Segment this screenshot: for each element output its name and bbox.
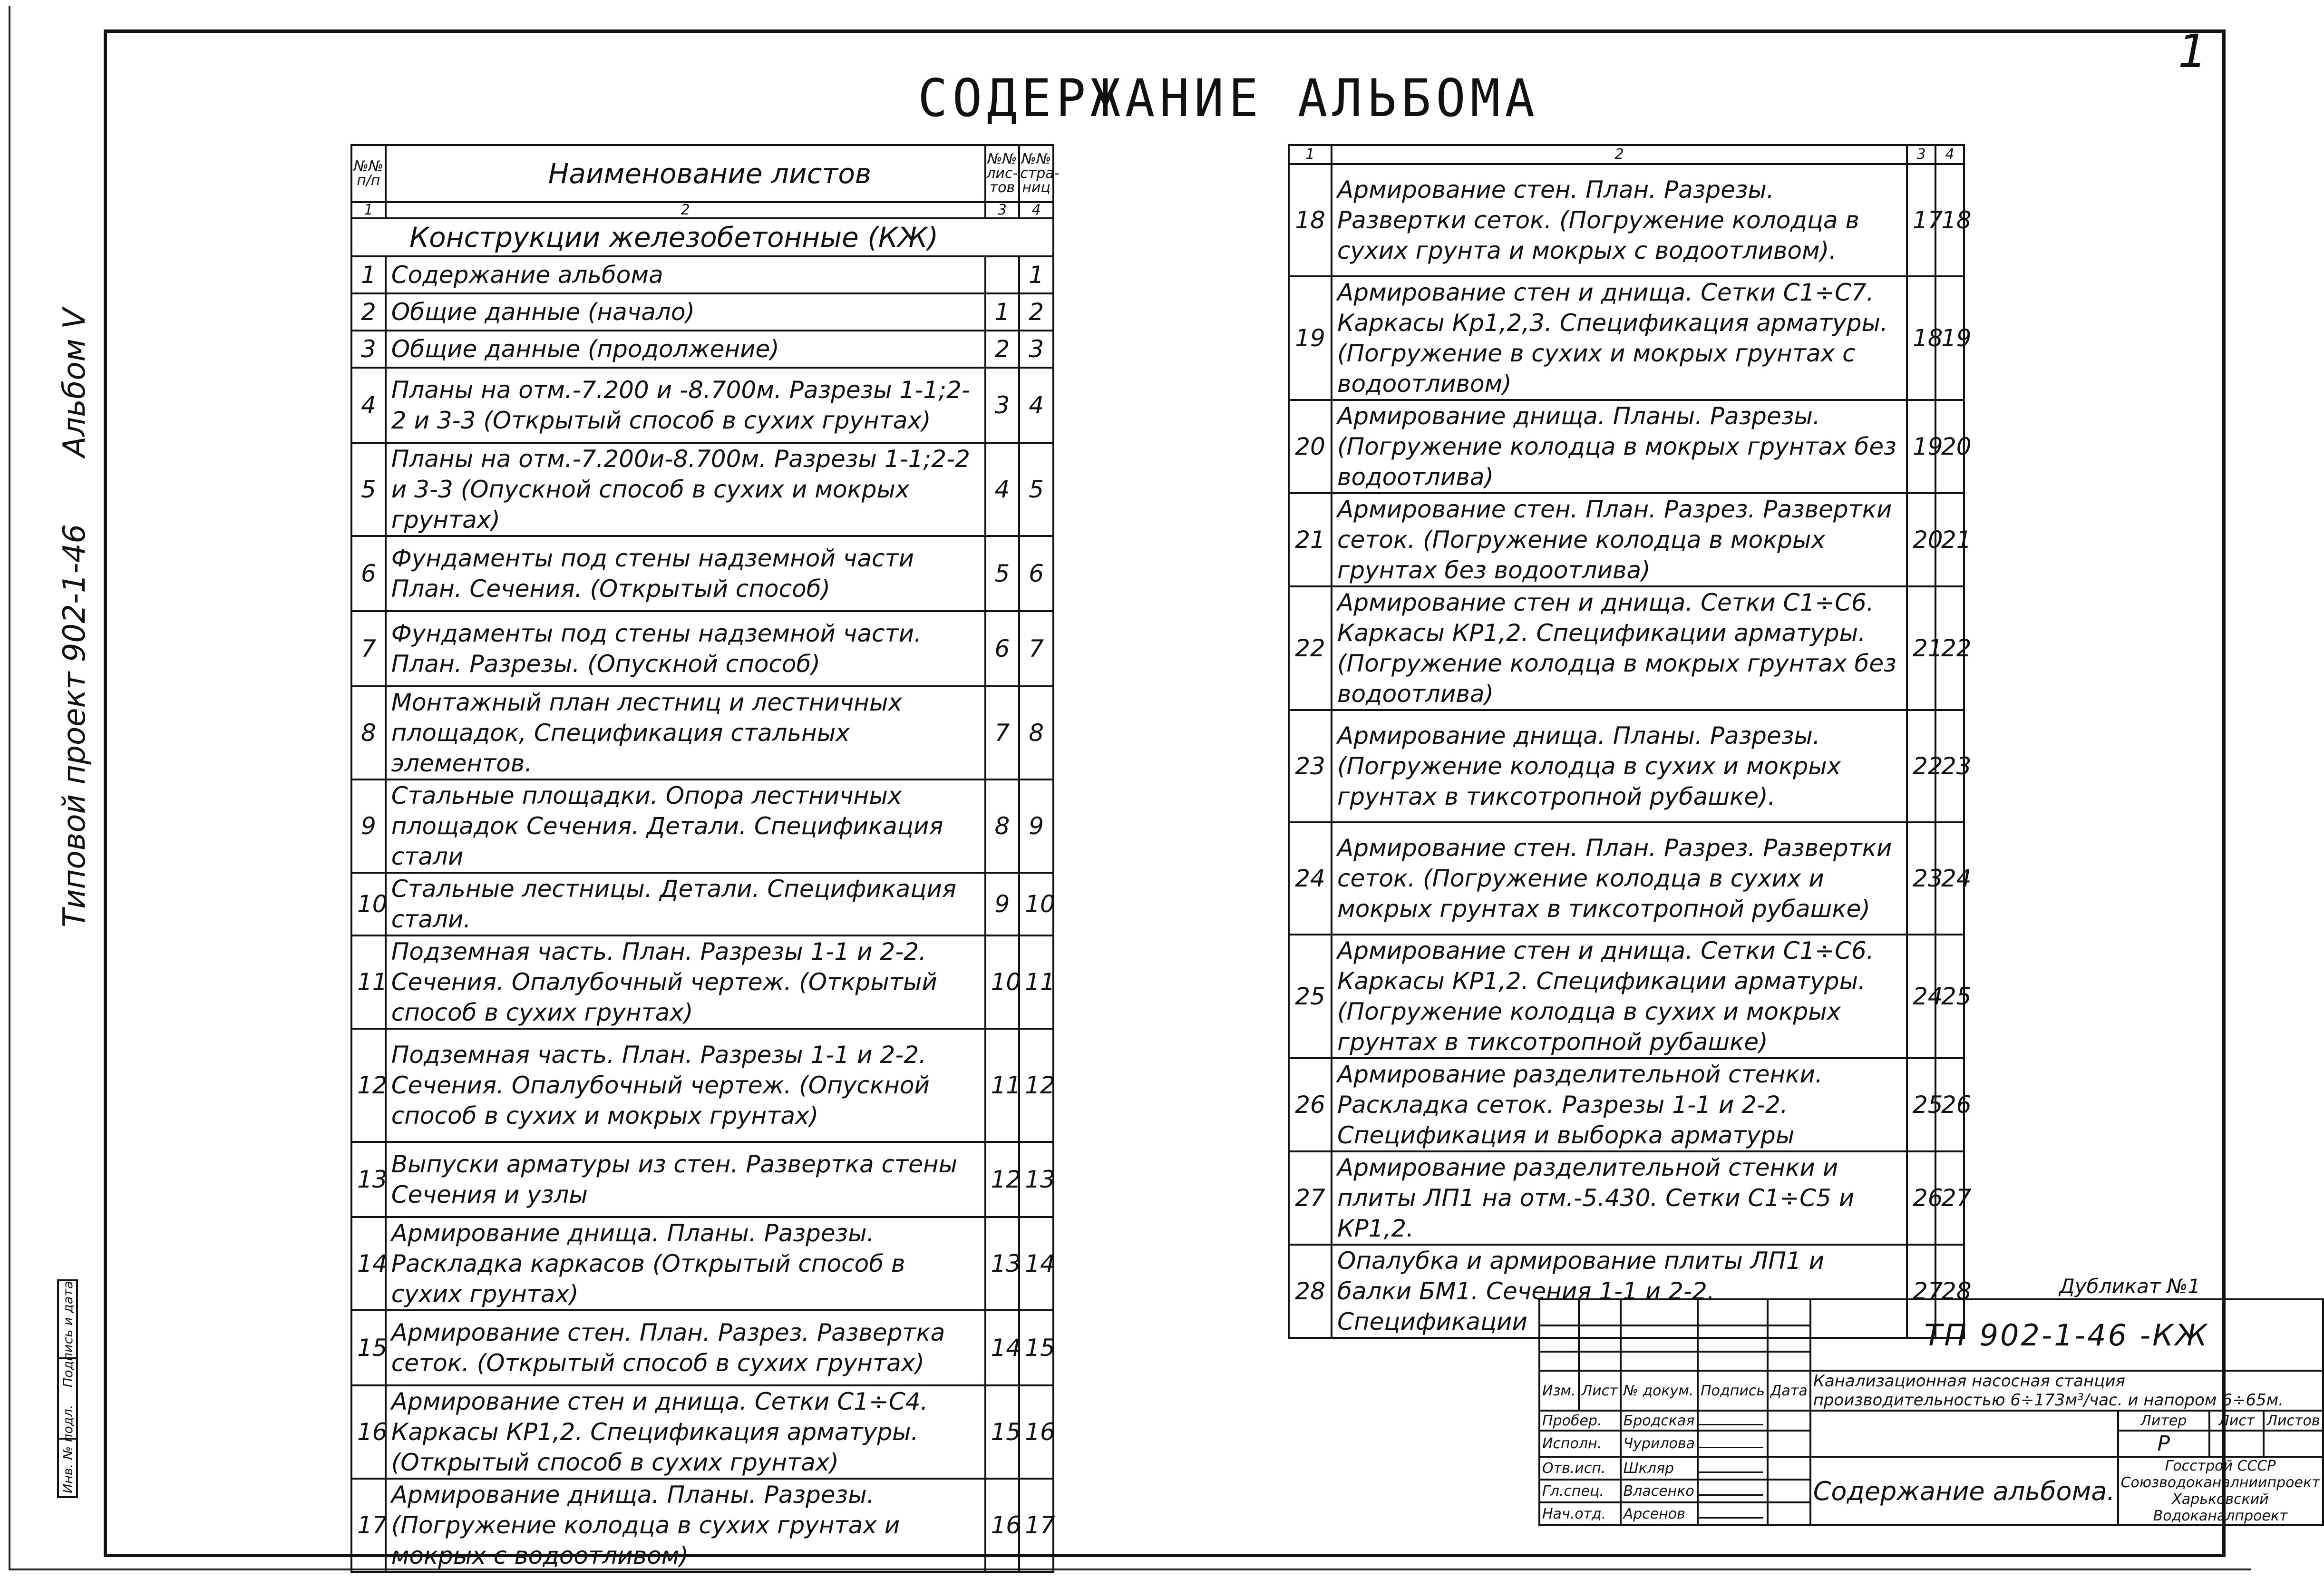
table-row xyxy=(351,1385,1053,1479)
role-label: Отв.исп. xyxy=(1539,1457,1621,1480)
row-page-number: 8 xyxy=(1019,686,1053,779)
row-sheet-number: 11 xyxy=(985,1029,1020,1142)
col-index: 3 xyxy=(985,202,1020,218)
row-title: Армирование стен и днища. Сетки С1÷С7. Каркасы Кр1,2,3. Спецификация арматуры. (Погружение в сухих и мокрых грунтах с водоотливом) xyxy=(1332,276,1907,400)
sheet-number: 1 xyxy=(2178,25,2207,78)
row-page-number: 10 xyxy=(1019,873,1053,935)
section-row xyxy=(351,218,1053,256)
table-row xyxy=(351,1217,1053,1310)
stamp-header-label: Лист xyxy=(1579,1371,1621,1411)
row-number: 25 xyxy=(1289,935,1332,1058)
row-title: Армирование стен. План. Разрез. Развертки сеток. (Погружение колодца в мокрых грунтах без водоотлива) xyxy=(1332,493,1907,586)
row-number: 16 xyxy=(351,1385,386,1479)
row-sheet-number: 9 xyxy=(985,873,1020,935)
row-number: 28 xyxy=(1289,1245,1332,1338)
row-sheet-number: 7 xyxy=(985,686,1020,779)
row-title: Фундаменты под стены надземной части. План. Разрезы. (Опускной способ) xyxy=(386,611,985,686)
row-sheet-number: 6 xyxy=(985,611,1020,686)
header-index-row xyxy=(351,202,1053,218)
row-number: 23 xyxy=(1289,710,1332,822)
table-row xyxy=(1289,493,1964,586)
row-page-number: 25 xyxy=(1935,935,1964,1058)
col-index: 1 xyxy=(351,202,386,218)
row-sheet-number: 18 xyxy=(1907,276,1935,400)
title-block xyxy=(1538,1298,2320,1524)
row-title: Армирование днища. Планы. Разрезы. Раскладка каркасов (Открытый способ в сухих грунтах) xyxy=(386,1217,985,1310)
row-page-number: 6 xyxy=(1019,536,1053,611)
row-number: 10 xyxy=(351,873,386,935)
row-page-number: 2 xyxy=(1019,293,1053,331)
row-number: 6 xyxy=(351,536,386,611)
row-page-number: 16 xyxy=(1019,1385,1053,1479)
row-title: Общие данные (начало) xyxy=(386,293,985,331)
row-page-number: 13 xyxy=(1019,1142,1053,1217)
row-page-number: 27 xyxy=(1935,1151,1964,1245)
side-caption xyxy=(57,251,92,927)
row-number: 20 xyxy=(1289,400,1332,493)
table-row xyxy=(351,331,1053,368)
row-title: Фундаменты под стены надземной части План. Сечения. (Открытый способ) xyxy=(386,536,985,611)
document-code: ТП 902-1-46 -КЖ xyxy=(1810,1299,2323,1371)
person-name: Бродская xyxy=(1621,1411,1698,1431)
table-row xyxy=(351,293,1053,331)
row-page-number: 24 xyxy=(1935,822,1964,935)
header-row xyxy=(351,145,1053,202)
col-header-number: №№ п/п xyxy=(351,145,386,202)
row-title: Армирование стен и днища. Сетки С1÷С6. Каркасы КР1,2. Спецификации арматуры. (Погружение колодца в сухих и мокрых грунтах в тиксотропной рубашке) xyxy=(1332,935,1907,1058)
col-header-name: Наименование листов xyxy=(386,145,985,202)
table-row xyxy=(1289,164,1964,276)
sheet-name: Содержание альбома. xyxy=(1810,1457,2118,1525)
person-name: Шкляр xyxy=(1621,1457,1698,1480)
row-page-number: 12 xyxy=(1019,1029,1053,1142)
table-row xyxy=(351,686,1053,779)
row-number: 1 xyxy=(351,256,386,293)
header-index-row xyxy=(1289,145,1964,164)
side-stamp-label: Инв. № подл. xyxy=(61,1404,76,1493)
duplicate-mark: Дубликат №1 xyxy=(2059,1275,2201,1298)
row-sheet-number xyxy=(985,256,1020,293)
organization: Госстрой СССР Союзводоканалниипроект Харьковский Водоканалпроект xyxy=(2118,1457,2323,1525)
stamp-header-label: № докум. xyxy=(1621,1371,1698,1411)
row-page-number: 19 xyxy=(1935,276,1964,400)
row-page-number: 20 xyxy=(1935,400,1964,493)
table-row xyxy=(1289,1151,1964,1245)
table-row xyxy=(351,779,1053,873)
table-row xyxy=(351,1029,1053,1142)
row-page-number: 26 xyxy=(1935,1058,1964,1151)
section-title: Конструкции железобетонные (КЖ) xyxy=(351,218,1053,256)
row-page-number: 3 xyxy=(1019,331,1053,368)
row-sheet-number: 8 xyxy=(985,779,1020,873)
row-sheet-number: 19 xyxy=(1907,400,1935,493)
project-description: Канализационная насосная станция производительностью 6÷173м³/час. и напором 6÷65м. xyxy=(1810,1371,2323,1411)
stamp-header-label: Изм. xyxy=(1539,1371,1579,1411)
row-title: Армирование стен. План. Разрез. Развертки сеток. (Погружение колодца в сухих и мокрых грунтах в тиксотропной рубашке) xyxy=(1332,822,1907,935)
row-number: 15 xyxy=(351,1310,386,1385)
row-page-number: 18 xyxy=(1935,164,1964,276)
row-number: 5 xyxy=(351,443,386,536)
stamp-header-label: Дата xyxy=(1768,1371,1810,1411)
row-title: Армирование разделительной стенки и плиты ЛП1 на отм.-5.430. Сетки С1÷С5 и КР1,2. xyxy=(1332,1151,1907,1245)
signature xyxy=(1698,1411,1768,1431)
table-row xyxy=(351,368,1053,443)
row-number: 7 xyxy=(351,611,386,686)
table-row xyxy=(351,256,1053,293)
row-number: 8 xyxy=(351,686,386,779)
toc-table-left xyxy=(350,144,1060,1573)
table-row xyxy=(1289,1058,1964,1151)
row-title: Монтажный план лестниц и лестничных площадок, Спецификация стальных элементов. xyxy=(386,686,985,779)
side-stamp-labels xyxy=(61,1267,76,1493)
role-label: Исполн. xyxy=(1539,1431,1621,1457)
row-number: 21 xyxy=(1289,493,1332,586)
table-row xyxy=(351,536,1053,611)
signature xyxy=(1698,1480,1768,1502)
person-name: Власенко xyxy=(1621,1480,1698,1502)
album-caption: Альбом V xyxy=(57,308,92,458)
litera-label: Литер xyxy=(2118,1411,2209,1431)
row-title: Опалубка и армирование плиты ЛП1 и балки БМ1. Сечения 1-1 и 2-2. Спецификации xyxy=(1332,1245,1907,1338)
row-sheet-number: 26 xyxy=(1907,1151,1935,1245)
row-title: Подземная часть. План. Разрезы 1-1 и 2-2. Сечения. Опалубочный чертеж. (Опускной способ в сухих и мокрых грунтах) xyxy=(386,1029,985,1142)
signature xyxy=(1698,1502,1768,1525)
row-title: Армирование днища. Планы. Разрезы. (Погружение колодца в сухих и мокрых грунтах в тиксотропной рубашке). xyxy=(1332,710,1907,822)
row-number: 18 xyxy=(1289,164,1332,276)
row-number: 13 xyxy=(351,1142,386,1217)
col-index: 3 xyxy=(1907,145,1935,164)
table-row xyxy=(1289,276,1964,400)
row-page-number: 5 xyxy=(1019,443,1053,536)
row-sheet-number: 14 xyxy=(985,1310,1020,1385)
row-title: Армирование разделительной стенки. Раскладка сеток. Разрезы 1-1 и 2-2. Спецификация и выборка арматуры xyxy=(1332,1058,1907,1151)
row-sheet-number: 1 xyxy=(985,293,1020,331)
row-title: Планы на отм.-7.200и-8.700м. Разрезы 1-1;2-2 и 3-3 (Опускной способ в сухих и мокрых грунтах) xyxy=(386,443,985,536)
row-number: 3 xyxy=(351,331,386,368)
sheets-label: Листов xyxy=(2264,1411,2323,1431)
row-page-number: 21 xyxy=(1935,493,1964,586)
row-page-number: 22 xyxy=(1935,586,1964,710)
row-title: Содержание альбома xyxy=(386,256,985,293)
litera-value: Р xyxy=(2118,1431,2209,1457)
row-sheet-number: 25 xyxy=(1907,1058,1935,1151)
row-sheet-number: 17 xyxy=(1907,164,1935,276)
left-rows xyxy=(351,256,1053,1572)
row-page-number: 11 xyxy=(1019,935,1053,1029)
toc-table-right xyxy=(1288,144,1972,1339)
row-title: Армирование стен. План. Разрез. Развертка сеток. (Открытый способ в сухих грунтах) xyxy=(386,1310,985,1385)
row-page-number: 7 xyxy=(1019,611,1053,686)
row-sheet-number: 15 xyxy=(985,1385,1020,1479)
row-sheet-number: 10 xyxy=(985,935,1020,1029)
table-row xyxy=(351,1310,1053,1385)
sheet-label: Лист xyxy=(2209,1411,2264,1431)
row-number: 14 xyxy=(351,1217,386,1310)
table-row xyxy=(351,1479,1053,1572)
table-row xyxy=(351,1142,1053,1217)
row-number: 9 xyxy=(351,779,386,873)
side-stamp-label: Подпись и дата xyxy=(61,1281,76,1388)
row-sheet-number: 3 xyxy=(985,368,1020,443)
col-header-sheets: №№ лис- тов xyxy=(985,145,1020,202)
row-sheet-number: 2 xyxy=(985,331,1020,368)
row-page-number: 23 xyxy=(1935,710,1964,822)
col-index: 4 xyxy=(1935,145,1964,164)
role-label: Пробер. xyxy=(1539,1411,1621,1431)
col-index: 2 xyxy=(1332,145,1907,164)
row-sheet-number: 16 xyxy=(985,1479,1020,1572)
row-sheet-number: 21 xyxy=(1907,586,1935,710)
row-sheet-number: 24 xyxy=(1907,935,1935,1058)
project-caption: Типовой проект 902-1-46 xyxy=(57,524,92,927)
row-sheet-number: 13 xyxy=(985,1217,1020,1310)
row-number: 12 xyxy=(351,1029,386,1142)
table-row xyxy=(1289,822,1964,935)
row-number: 2 xyxy=(351,293,386,331)
row-title: Стальные лестницы. Детали. Спецификация стали. xyxy=(386,873,985,935)
row-title: Подземная часть. План. Разрезы 1-1 и 2-2. Сечения. Опалубочный чертеж. (Открытый способ в сухих грунтах) xyxy=(386,935,985,1029)
row-page-number: 9 xyxy=(1019,779,1053,873)
signature xyxy=(1698,1457,1768,1480)
role-label: Гл.спец. xyxy=(1539,1480,1621,1502)
row-title: Общие данные (продолжение) xyxy=(386,331,985,368)
table-row xyxy=(351,443,1053,536)
row-number: 11 xyxy=(351,935,386,1029)
table-row xyxy=(1289,710,1964,822)
row-title: Армирование стен и днища. Сетки С1÷С6. Каркасы КР1,2. Спецификации арматуры. (Погружение колодца в мокрых грунтах без водоотлива) xyxy=(1332,586,1907,710)
title-block-table xyxy=(1538,1298,2324,1526)
row-sheet-number: 5 xyxy=(985,536,1020,611)
row-number: 4 xyxy=(351,368,386,443)
table-row xyxy=(1289,935,1964,1058)
table-row xyxy=(351,873,1053,935)
right-rows xyxy=(1289,164,1972,1338)
col-index: 1 xyxy=(1289,145,1332,164)
row-number: 22 xyxy=(1289,586,1332,710)
row-number: 26 xyxy=(1289,1058,1332,1151)
row-title: Армирование стен. План. Разрезы. Развертки сеток. (Погружение колодца в сухих грунта и мокрых с водоотливом). xyxy=(1332,164,1907,276)
row-sheet-number: 23 xyxy=(1907,822,1935,935)
row-title: Стальные площадки. Опора лестничных площадок Сечения. Детали. Спецификация стали xyxy=(386,779,985,873)
role-label: Нач.отд. xyxy=(1539,1502,1621,1525)
row-sheet-number: 22 xyxy=(1907,710,1935,822)
col-header-pages: №№ стра- ниц xyxy=(1019,145,1053,202)
col-index: 2 xyxy=(386,202,985,218)
row-number: 27 xyxy=(1289,1151,1332,1245)
row-number: 24 xyxy=(1289,822,1332,935)
row-page-number: 17 xyxy=(1019,1479,1053,1572)
table-row xyxy=(1289,400,1964,493)
col-index: 4 xyxy=(1019,202,1053,218)
table-row xyxy=(351,935,1053,1029)
row-sheet-number: 4 xyxy=(985,443,1020,536)
signature xyxy=(1698,1431,1768,1457)
page-title: СОДЕРЖАНИЕ АЛЬБОМА xyxy=(918,67,1540,129)
row-title: Выпуски арматуры из стен. Развертка стены Сечения и узлы xyxy=(386,1142,985,1217)
row-page-number: 4 xyxy=(1019,368,1053,443)
row-title: Армирование стен и днища. Сетки С1÷С4. Каркасы КР1,2. Спецификация арматуры. (Открытый способ в сухих грунтах) xyxy=(386,1385,985,1479)
row-sheet-number: 20 xyxy=(1907,493,1935,586)
table-row xyxy=(351,611,1053,686)
row-sheet-number: 12 xyxy=(985,1142,1020,1217)
row-number: 17 xyxy=(351,1479,386,1572)
row-sheet-number: 27 xyxy=(1907,1245,1935,1338)
row-page-number: 1 xyxy=(1019,256,1053,293)
row-title: Армирование днища. Планы. Разрезы. (Погружение колодца в мокрых грунтах без водоотлива) xyxy=(1332,400,1907,493)
row-title: Армирование днища. Планы. Разрезы. (Погружение колодца в сухих грунтах и мокрых с водоотливом) xyxy=(386,1479,985,1572)
row-page-number: 14 xyxy=(1019,1217,1053,1310)
row-page-number: 28 xyxy=(1935,1245,1964,1338)
row-page-number: 15 xyxy=(1019,1310,1053,1385)
row-title: Планы на отм.-7.200 и -8.700м. Разрезы 1-1;2-2 и 3-3 (Открытый способ в сухих грунтах) xyxy=(386,368,985,443)
person-name: Арсенов xyxy=(1621,1502,1698,1525)
table-row xyxy=(1289,586,1964,710)
row-number: 19 xyxy=(1289,276,1332,400)
stamp-header-label: Подпись xyxy=(1698,1371,1768,1411)
person-name: Чурилова xyxy=(1621,1431,1698,1457)
